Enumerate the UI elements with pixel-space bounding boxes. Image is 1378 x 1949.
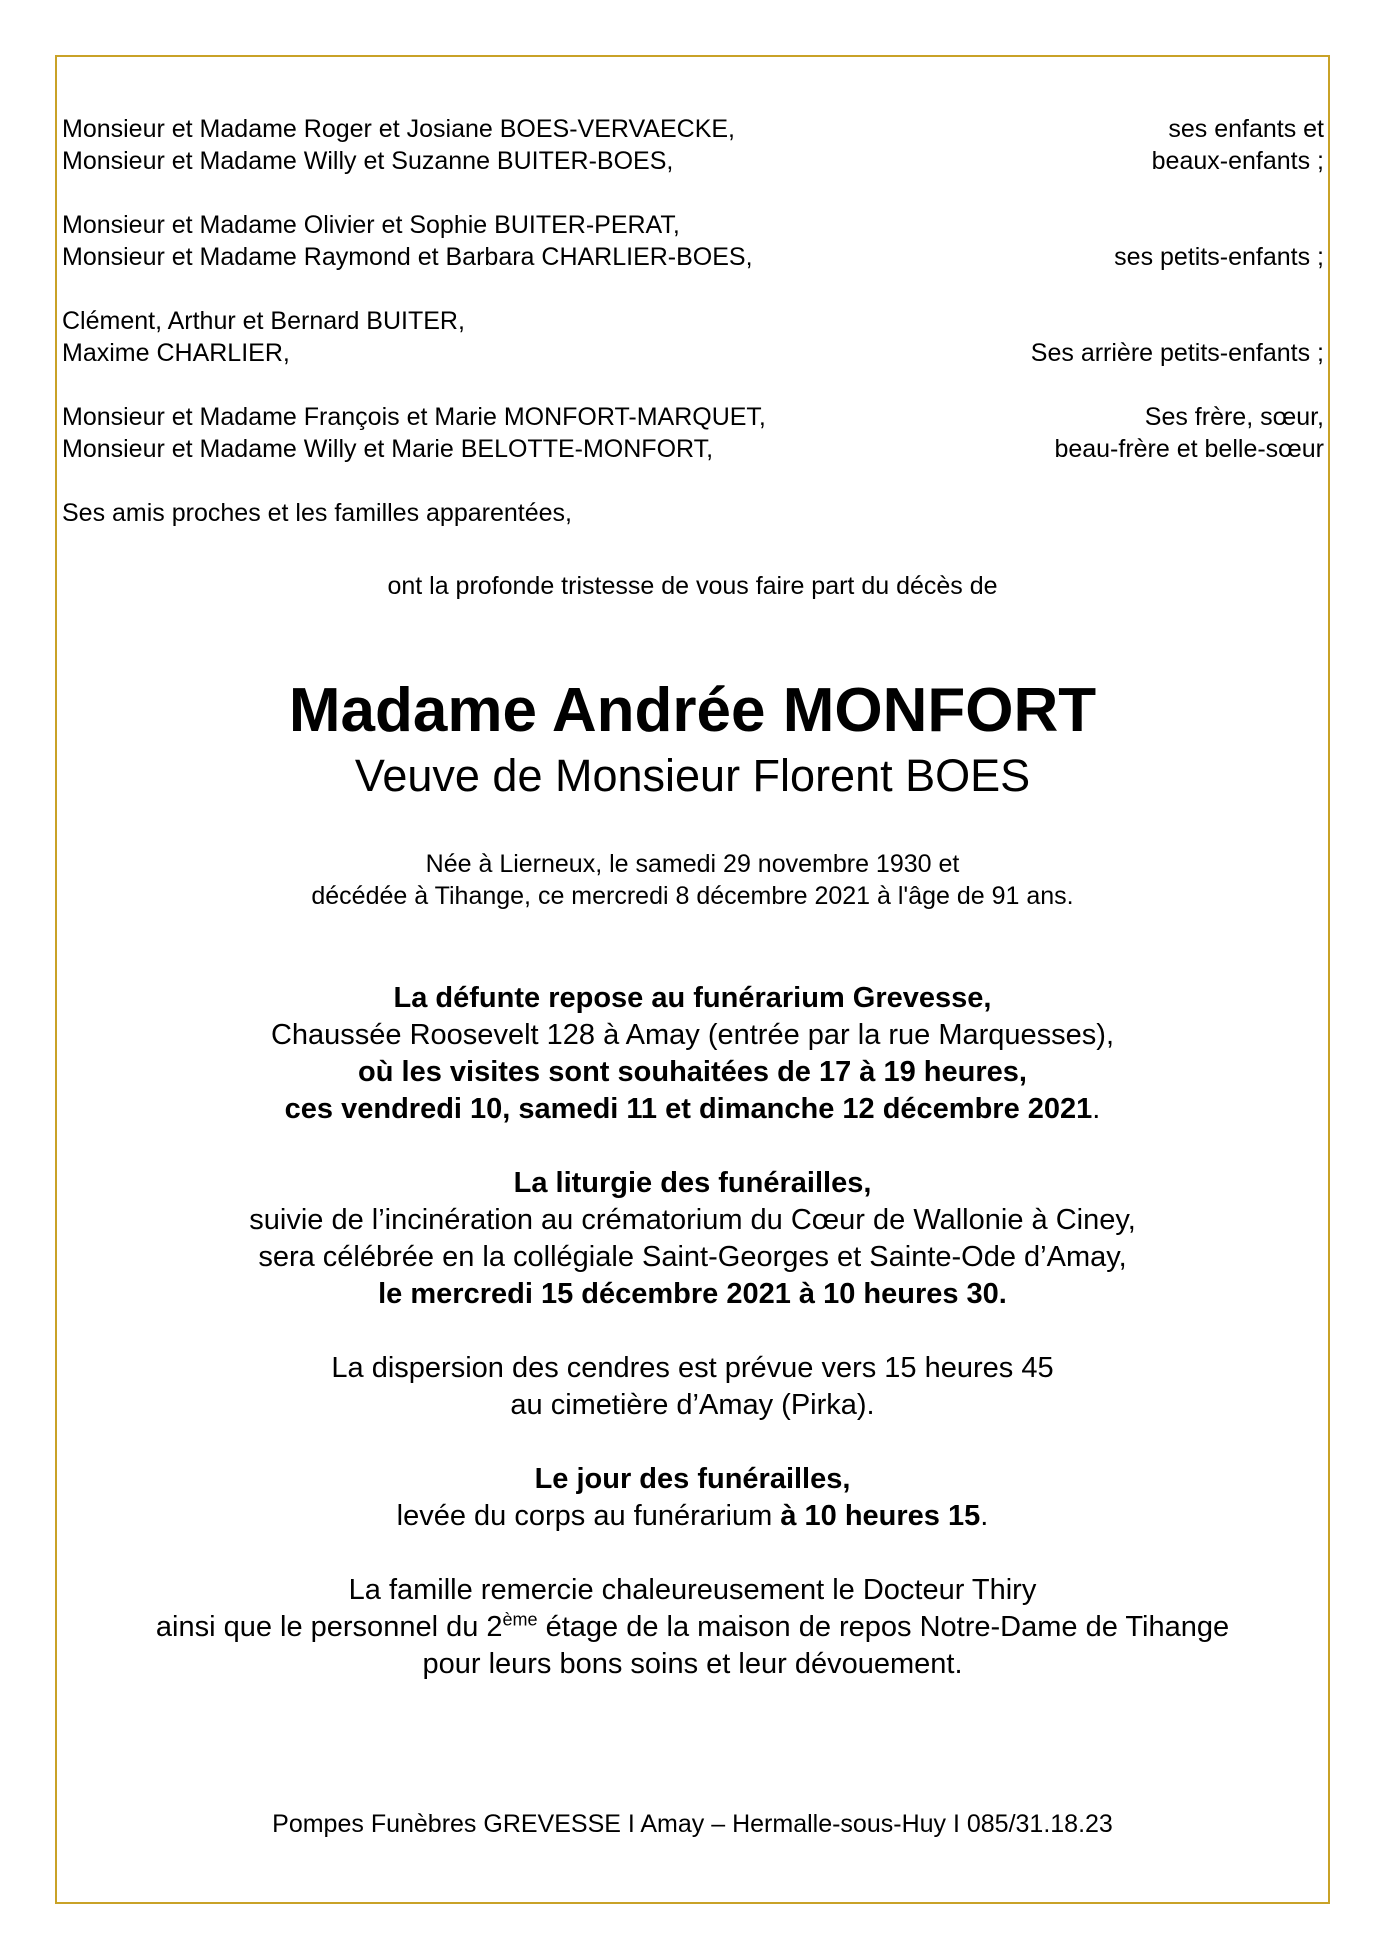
family-relation: beau-frère et belle-sœur bbox=[1054, 435, 1324, 463]
thanks-line: La famille remercie chaleureusement le Docteur Thiry bbox=[348, 1574, 1037, 1606]
family-name: Monsieur et Madame Raymond et Barbara CHARLIER-BOES, bbox=[62, 243, 753, 271]
birth-death-dates bbox=[55, 848, 1330, 912]
deceased-name: Madame Andrée MONFORT bbox=[288, 676, 1097, 745]
family-row bbox=[62, 209, 1324, 241]
family-relation: ses enfants et bbox=[1168, 115, 1324, 143]
death-line: décédée à Tihange, ce mercredi 8 décembre 2021 à l'âge de 91 ans. bbox=[311, 882, 1074, 910]
funeral-day-time: à 10 heures 15 bbox=[780, 1500, 981, 1532]
liturgy-line: suivie de l’incinération au crématorium du Cœur de Wallonie à Ciney, bbox=[249, 1204, 1136, 1236]
dispersion-line: au cimetière d’Amay (Pirka). bbox=[510, 1389, 875, 1421]
visit-days: ces vendredi 10, samedi 11 et dimanche 12 décembre 2021 bbox=[284, 1093, 1093, 1125]
family-name: Maxime CHARLIER, bbox=[62, 339, 290, 367]
ceremony-details bbox=[55, 980, 1330, 1720]
family-relation: Ses arrière petits-enfants ; bbox=[1030, 339, 1324, 367]
thanks-superscript: ème bbox=[502, 1609, 538, 1630]
visit-hours: où les visites sont souhaitées de 17 à 19 heures, bbox=[358, 1056, 1027, 1088]
birth-line: Née à Lierneux, le samedi 29 novembre 1930 et bbox=[425, 850, 960, 878]
visit-days-end: . bbox=[1092, 1093, 1101, 1125]
family-list bbox=[62, 113, 1324, 529]
family-relation: beaux-enfants ; bbox=[1151, 147, 1324, 175]
family-name: Monsieur et Madame Roger et Josiane BOES-VERVAECKE, bbox=[62, 115, 735, 143]
funeral-home-footer: Pompes Funèbres GREVESSE I Amay – Hermalle-sous-Huy I 085/31.18.23 bbox=[272, 1810, 1113, 1838]
thanks-text: étage de la maison de repos Notre-Dame de Tihange bbox=[537, 1611, 1230, 1643]
family-relation: ses petits-enfants ; bbox=[1114, 243, 1324, 271]
dispersion-section bbox=[55, 1350, 1330, 1424]
funeral-day-title: Le jour des funérailles, bbox=[534, 1463, 851, 1495]
family-relation: Ses frère, sœur, bbox=[1144, 403, 1324, 431]
family-row bbox=[62, 401, 1324, 433]
widow-of: Veuve de Monsieur Florent BOES bbox=[354, 750, 1031, 801]
liturgy-title: La liturgie des funérailles, bbox=[513, 1167, 872, 1199]
thanks-section bbox=[55, 1572, 1330, 1683]
thanks-text: ainsi que le personnel du 2 bbox=[155, 1611, 503, 1643]
liturgy-section bbox=[55, 1165, 1330, 1313]
family-name: Monsieur et Madame Olivier et Sophie BUITER-PERAT, bbox=[62, 211, 680, 239]
family-name: Clément, Arthur et Bernard BUITER, bbox=[62, 307, 465, 335]
family-name: Monsieur et Madame François et Marie MONFORT-MARQUET, bbox=[62, 403, 766, 431]
funeral-home-address: Chaussée Roosevelt 128 à Amay (entrée par la rue Marquesses), bbox=[270, 1019, 1115, 1051]
family-row bbox=[62, 145, 1324, 177]
funeral-home-title: La défunte repose au funérarium Grevesse, bbox=[393, 982, 992, 1014]
family-row bbox=[62, 337, 1324, 369]
family-name: Monsieur et Madame Willy et Marie BELOTTE-MONFORT, bbox=[62, 435, 714, 463]
family-name: Monsieur et Madame Willy et Suzanne BUITER-BOES, bbox=[62, 147, 674, 175]
funeral-home-section bbox=[55, 980, 1330, 1128]
family-row bbox=[62, 113, 1324, 145]
thanks-line: pour leurs bons soins et leur dévouement. bbox=[422, 1648, 963, 1680]
liturgy-line: sera célébrée en la collégiale Saint-Georges et Sainte-Ode d’Amay, bbox=[258, 1241, 1127, 1273]
family-row bbox=[62, 433, 1324, 465]
funeral-day-text: levée du corps au funérarium bbox=[396, 1500, 781, 1532]
family-row bbox=[62, 305, 1324, 337]
family-row bbox=[62, 241, 1324, 273]
family-row bbox=[62, 497, 1324, 529]
dispersion-line: La dispersion des cendres est prévue vers 15 heures 45 bbox=[331, 1352, 1054, 1384]
funeral-day-section bbox=[55, 1461, 1330, 1535]
liturgy-date: le mercredi 15 décembre 2021 à 10 heures 30. bbox=[378, 1278, 1007, 1310]
family-name: Ses amis proches et les familles apparentées, bbox=[62, 499, 572, 527]
announcement-intro: ont la profonde tristesse de vous faire part du décès de bbox=[387, 572, 998, 600]
funeral-day-end: . bbox=[980, 1500, 989, 1532]
